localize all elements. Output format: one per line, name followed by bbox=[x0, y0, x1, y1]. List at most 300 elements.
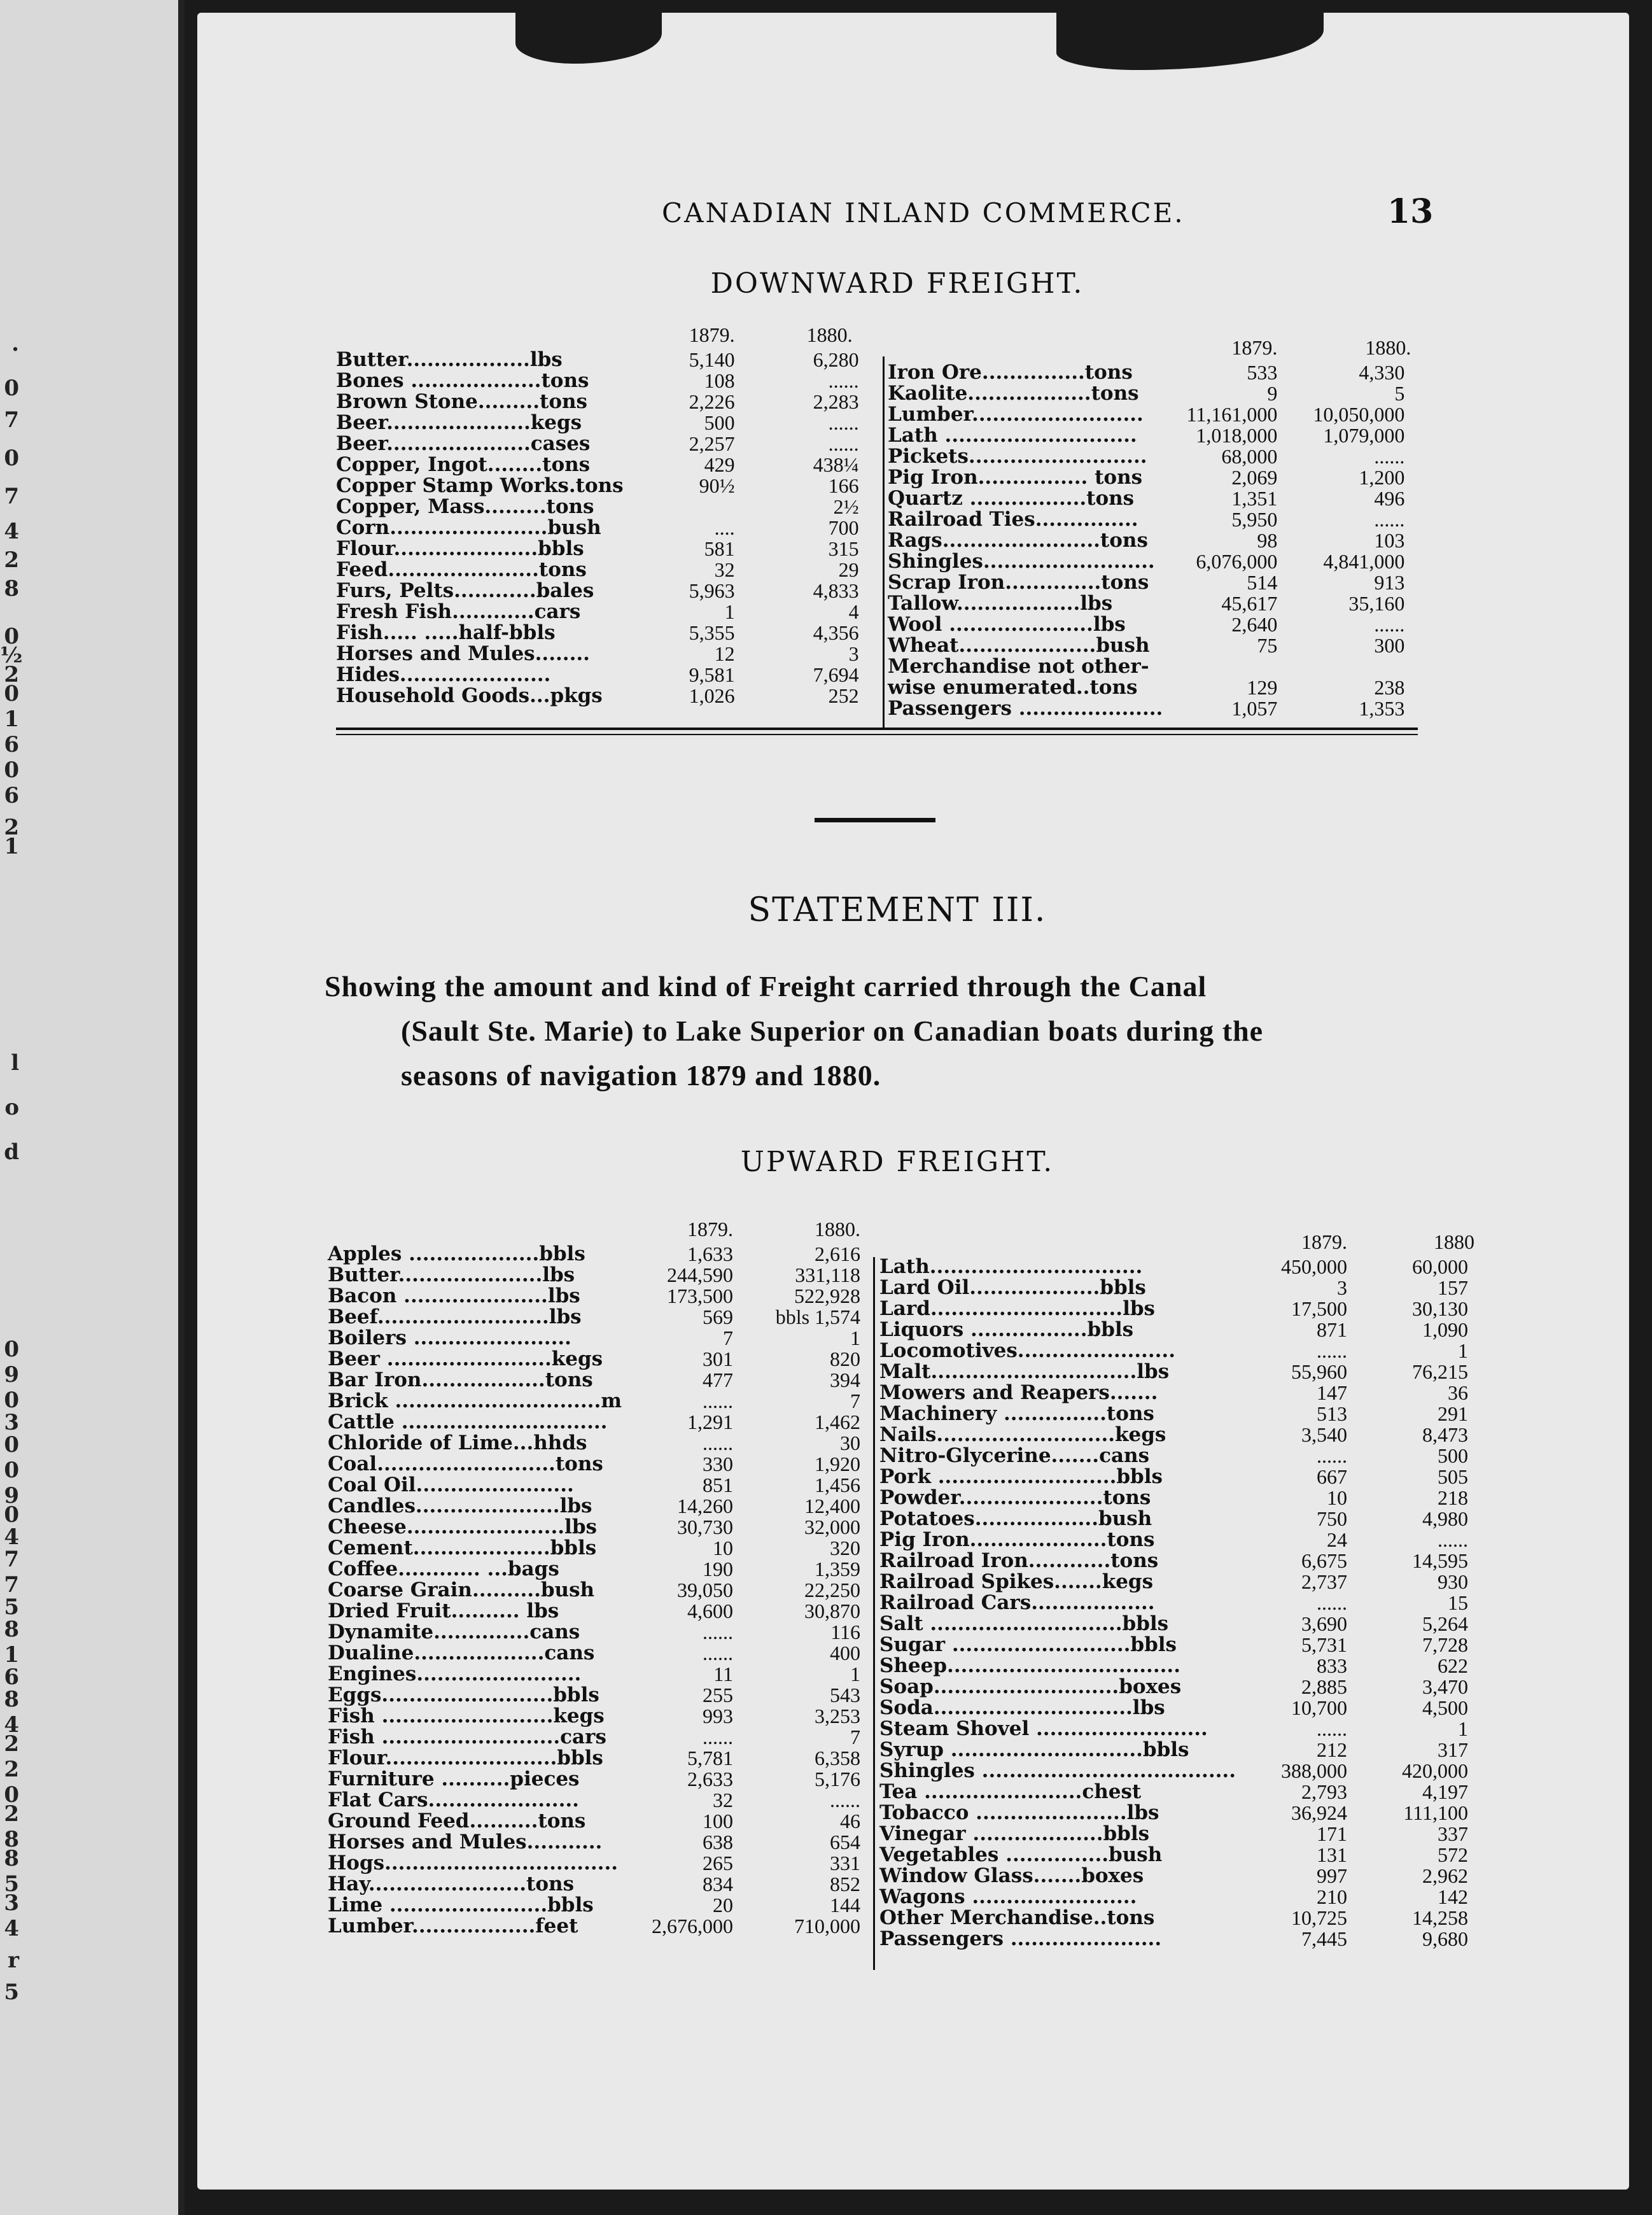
commodity-label: Soda.............................lbs bbox=[879, 1696, 1165, 1719]
fragment-char: 0 bbox=[4, 1458, 19, 1483]
value-1880: 14,595 bbox=[1411, 1549, 1468, 1572]
commodity-label: Syrup ............................bbls bbox=[879, 1738, 1189, 1761]
commodity-label: Beer.....................cases bbox=[336, 432, 591, 455]
value-1879: 11 bbox=[713, 1663, 734, 1685]
fragment-char: 8 bbox=[4, 1846, 19, 1871]
year-1879-header: 1879. bbox=[687, 1218, 734, 1241]
table-row bbox=[879, 1361, 1474, 1382]
table-row bbox=[336, 580, 865, 601]
commodity-label: Fish ..........................cars bbox=[328, 1726, 606, 1748]
value-1880: 2,616 bbox=[815, 1242, 861, 1265]
value-1880: 5,176 bbox=[815, 1768, 861, 1790]
commodity-label: Shingles ..................................... bbox=[879, 1759, 1236, 1782]
page-tear bbox=[515, 13, 662, 64]
value-1880: 420,000 bbox=[1401, 1759, 1468, 1782]
value-1879: 301 bbox=[703, 1347, 734, 1370]
value-1879: 569 bbox=[703, 1305, 734, 1328]
value-1879: 39,050 bbox=[677, 1579, 734, 1601]
value-1879: 9 bbox=[1267, 382, 1278, 405]
commodity-label: Lard............................lbs bbox=[879, 1297, 1155, 1320]
value-1879: 173,500 bbox=[667, 1284, 734, 1307]
table-row bbox=[879, 1635, 1474, 1656]
table-row bbox=[879, 1403, 1474, 1424]
value-1880: 157 bbox=[1437, 1276, 1468, 1299]
fragment-char: 3 bbox=[4, 1890, 19, 1916]
table-row bbox=[328, 1685, 867, 1706]
table-row bbox=[328, 1622, 867, 1643]
downward-freight-table-left bbox=[336, 325, 865, 707]
commodity-label: Dualine...................cans bbox=[328, 1642, 595, 1664]
commodity-label: Mowers and Reapers....... bbox=[879, 1381, 1158, 1404]
table-row bbox=[336, 391, 865, 412]
commodity-label: Feed......................tons bbox=[336, 558, 587, 581]
value-1880: 7 bbox=[850, 1389, 861, 1412]
commodity-label: Butter..................lbs bbox=[336, 348, 563, 371]
table-row bbox=[879, 1340, 1474, 1361]
year-1879-header: 1879. bbox=[689, 323, 735, 346]
commodity-label: Pig Iron................ tons bbox=[888, 466, 1143, 489]
value-1879: 6,675 bbox=[1301, 1549, 1347, 1572]
value-1880: 7,694 bbox=[813, 663, 859, 686]
commodity-label: Lath............................... bbox=[879, 1255, 1143, 1278]
value-1880: 238 bbox=[1374, 676, 1405, 699]
value-1879: 98 bbox=[1257, 529, 1278, 552]
fragment-char: 0 bbox=[4, 1337, 19, 1362]
table-row bbox=[888, 383, 1411, 404]
value-1879: 17,500 bbox=[1291, 1297, 1347, 1320]
page-number: 13 bbox=[1387, 192, 1434, 231]
commodity-label: Lime .......................bbls bbox=[328, 1894, 594, 1916]
value-1880: 6,358 bbox=[815, 1747, 861, 1769]
commodity-label: Wagons ........................ bbox=[879, 1885, 1137, 1908]
value-1879: 212 bbox=[1316, 1738, 1347, 1761]
downward-freight-table-right bbox=[888, 337, 1411, 719]
value-1879: ...... bbox=[1316, 1339, 1347, 1362]
commodity-label: Coal Oil....................... bbox=[328, 1473, 574, 1496]
value-1879: 5,355 bbox=[689, 621, 735, 644]
fragment-char: 0 bbox=[4, 376, 19, 401]
value-1879: 12 bbox=[714, 642, 735, 665]
value-1879: 500 bbox=[704, 411, 735, 434]
commodity-label: Lath ............................ bbox=[888, 424, 1137, 447]
value-1880: 3 bbox=[848, 642, 859, 665]
value-1880: 60,000 bbox=[1411, 1255, 1468, 1278]
value-1880: 572 bbox=[1437, 1843, 1468, 1866]
value-1880: 4,841,000 bbox=[1323, 550, 1405, 573]
fragment-char: 0 bbox=[4, 624, 19, 649]
value-1880: 930 bbox=[1437, 1570, 1468, 1593]
table-row bbox=[328, 1601, 867, 1622]
value-1880: bbls 1,574 bbox=[775, 1305, 861, 1328]
value-1880: 5,264 bbox=[1422, 1612, 1468, 1635]
fragment-char: 0 bbox=[4, 681, 19, 707]
value-1879: 244,590 bbox=[667, 1263, 734, 1286]
fragment-char: 4 bbox=[4, 1712, 19, 1738]
value-1880: 1,200 bbox=[1359, 466, 1405, 489]
value-1880: ...... bbox=[830, 1789, 861, 1811]
value-1879: 11,161,000 bbox=[1186, 403, 1278, 426]
value-1879 bbox=[624, 496, 735, 517]
commodity-label: Hogs.................................. bbox=[328, 1852, 619, 1874]
fragment-char: 1 bbox=[4, 1642, 19, 1668]
table-row bbox=[888, 614, 1411, 635]
page-tear bbox=[1056, 13, 1324, 70]
commodity-label: Shingles......................... bbox=[888, 550, 1155, 573]
column-divider bbox=[883, 356, 885, 729]
table-row bbox=[879, 1761, 1474, 1782]
commodity-label: Sheep.................................. bbox=[879, 1654, 1180, 1677]
table-row bbox=[328, 1811, 867, 1832]
table-row bbox=[879, 1529, 1474, 1550]
commodity-label: Coarse Grain..........bush bbox=[328, 1579, 595, 1601]
table-row bbox=[879, 1824, 1474, 1845]
value-1880: ...... bbox=[1374, 445, 1405, 468]
value-1880: 30 bbox=[840, 1431, 861, 1454]
commodity-label: Machinery ...............tons bbox=[879, 1402, 1154, 1425]
value-1880: 1,359 bbox=[815, 1558, 861, 1580]
fragment-char: 2 bbox=[4, 1731, 19, 1757]
value-1880: 4,833 bbox=[813, 579, 859, 602]
commodity-label: Locomotives....................... bbox=[879, 1339, 1176, 1362]
commodity-label: Hides...................... bbox=[336, 663, 551, 686]
commodity-label: Cement....................bbls bbox=[328, 1536, 597, 1559]
value-1880: 35,160 bbox=[1348, 592, 1405, 615]
table-row bbox=[888, 551, 1411, 572]
upward-freight-table-right bbox=[879, 1232, 1474, 1950]
value-1879: ...... bbox=[1316, 1444, 1347, 1467]
commodity-label: Candles.....................lbs bbox=[328, 1494, 592, 1517]
table-row bbox=[328, 1664, 867, 1685]
table-row bbox=[879, 1866, 1474, 1887]
value-1879: ...... bbox=[703, 1726, 734, 1748]
commodity-label: Hay.......................tons bbox=[328, 1873, 575, 1895]
value-1879: 129 bbox=[1247, 676, 1278, 699]
value-1879: 2,793 bbox=[1301, 1780, 1347, 1803]
fragment-char: 0 bbox=[4, 446, 19, 471]
commodity-label: Flour.........................bbls bbox=[328, 1747, 603, 1769]
commodity-label: Eggs.........................bbls bbox=[328, 1684, 599, 1706]
value-1879: 2,257 bbox=[689, 432, 735, 455]
commodity-label: Boilers ....................... bbox=[328, 1326, 571, 1349]
fragment-char: 9 bbox=[4, 1362, 19, 1388]
value-1879: 1 bbox=[724, 600, 735, 623]
value-1880: 1,090 bbox=[1422, 1318, 1468, 1341]
value-1879: 10 bbox=[1326, 1486, 1347, 1509]
table-header-row bbox=[888, 337, 1411, 362]
commodity-label: Pickets.......................... bbox=[888, 445, 1147, 468]
value-1880: 400 bbox=[830, 1642, 861, 1664]
value-1880: 7,728 bbox=[1422, 1633, 1468, 1656]
value-1879: 667 bbox=[1316, 1465, 1347, 1488]
value-1879: 171 bbox=[1316, 1822, 1347, 1845]
value-1880: 30,870 bbox=[804, 1600, 861, 1622]
commodity-label: Railroad Ties............... bbox=[888, 508, 1138, 531]
value-1880: 8,473 bbox=[1422, 1423, 1468, 1446]
commodity-label: Flour.....................bbls bbox=[336, 537, 584, 560]
value-1879: ...... bbox=[703, 1431, 734, 1454]
running-head: CANADIAN INLAND COMMERCE. bbox=[662, 197, 1185, 229]
value-1879: 450,000 bbox=[1280, 1255, 1347, 1278]
commodity-label: Bacon .....................lbs bbox=[328, 1284, 580, 1307]
table-row bbox=[328, 1433, 867, 1454]
value-1880: 1 bbox=[850, 1663, 861, 1685]
value-1880: 710,000 bbox=[794, 1915, 861, 1937]
table-row bbox=[879, 1698, 1474, 1719]
table-row bbox=[879, 1782, 1474, 1803]
table-row bbox=[888, 488, 1411, 509]
commodity-label: Furs, Pelts............bales bbox=[336, 579, 594, 602]
commodity-label: Scrap Iron..............tons bbox=[888, 571, 1149, 594]
value-1879: 997 bbox=[1316, 1864, 1347, 1887]
value-1880: 2,283 bbox=[813, 390, 859, 413]
value-1880: 500 bbox=[1437, 1444, 1468, 1467]
table-row bbox=[328, 1286, 867, 1307]
fragment-char: 4 bbox=[4, 519, 19, 544]
commodity-label: Quartz .................tons bbox=[888, 487, 1135, 510]
value-1879: 90½ bbox=[699, 474, 735, 497]
value-1879: 2,069 bbox=[1231, 466, 1278, 489]
fragment-char: . bbox=[11, 331, 19, 356]
year-1880-header: 1880. bbox=[1365, 336, 1411, 359]
table-row bbox=[879, 1677, 1474, 1698]
value-1880: 76,215 bbox=[1411, 1360, 1468, 1383]
table-row bbox=[328, 1832, 867, 1853]
value-1880: 10,050,000 bbox=[1313, 403, 1405, 426]
value-1880: 543 bbox=[830, 1684, 861, 1706]
value-1879: 7,445 bbox=[1301, 1927, 1347, 1950]
value-1880: ...... bbox=[828, 432, 859, 455]
value-1880: ...... bbox=[1374, 508, 1405, 531]
table-row bbox=[888, 467, 1411, 488]
commodity-label: Engines........................ bbox=[328, 1663, 582, 1685]
commodity-label: Copper Stamp Works.tons bbox=[336, 474, 624, 497]
table-row bbox=[879, 1508, 1474, 1529]
table-row bbox=[328, 1895, 867, 1916]
commodity-label: Wheat....................bush bbox=[888, 634, 1150, 657]
commodity-label: Tea .......................chest bbox=[879, 1780, 1142, 1803]
value-1880: 9,680 bbox=[1422, 1927, 1468, 1950]
table-row bbox=[879, 1445, 1474, 1466]
fragment-char: 2 bbox=[4, 1757, 19, 1782]
value-1880: 3,253 bbox=[815, 1705, 861, 1727]
value-1879: 330 bbox=[703, 1452, 734, 1475]
commodity-label: Fish .........................kegs bbox=[328, 1705, 605, 1727]
fragment-char: 0 bbox=[4, 757, 19, 783]
commodity-label: Salt ............................bbls bbox=[879, 1612, 1169, 1635]
table-row bbox=[328, 1412, 867, 1433]
commodity-label: Kaolite..................tons bbox=[888, 382, 1139, 405]
value-1879: ...... bbox=[1316, 1591, 1347, 1614]
table-row bbox=[888, 425, 1411, 446]
value-1880: 14,258 bbox=[1411, 1906, 1468, 1929]
table-row bbox=[879, 1550, 1474, 1572]
table-row bbox=[328, 1349, 867, 1370]
value-1880: 144 bbox=[830, 1894, 861, 1916]
statement-description bbox=[325, 964, 1419, 1098]
commodity-label: Bar Iron..................tons bbox=[328, 1368, 593, 1391]
table-row bbox=[328, 1475, 867, 1496]
value-1879: .... bbox=[714, 516, 735, 539]
table-row bbox=[879, 1466, 1474, 1487]
commodity-label: Passengers ...................... bbox=[879, 1927, 1162, 1950]
table-row bbox=[336, 370, 865, 391]
fragment-char: 1 bbox=[4, 834, 19, 859]
value-1879: 131 bbox=[1316, 1843, 1347, 1866]
commodity-label: Railroad Spikes.......kegs bbox=[879, 1570, 1154, 1593]
commodity-label: Apples ...................bbls bbox=[328, 1242, 585, 1265]
value-1879: 108 bbox=[704, 369, 735, 392]
fragment-char: 6 bbox=[4, 783, 19, 808]
value-1879: 1,633 bbox=[687, 1242, 734, 1265]
fragment-char: 7 bbox=[4, 1572, 19, 1598]
commodity-label: Flat Cars...................... bbox=[328, 1789, 579, 1811]
value-1880: 4,197 bbox=[1422, 1780, 1468, 1803]
commodity-label: Brick ..............................m bbox=[328, 1389, 622, 1412]
value-1879: 1,291 bbox=[687, 1410, 734, 1433]
commodity-label: Vegetables ...............bush bbox=[879, 1843, 1163, 1866]
year-1879-header: 1879. bbox=[1231, 336, 1278, 359]
fragment-char: 2 bbox=[4, 1801, 19, 1827]
commodity-label: Coffee............ ...bags bbox=[328, 1558, 559, 1580]
table-row bbox=[336, 664, 865, 686]
fragment-char: 5 bbox=[4, 1979, 19, 2005]
commodity-label: Butter.....................lbs bbox=[328, 1263, 575, 1286]
table-row bbox=[336, 559, 865, 580]
table-row bbox=[879, 1572, 1474, 1593]
table-header-row bbox=[328, 1219, 867, 1244]
value-1879: 10,725 bbox=[1291, 1906, 1347, 1929]
column-divider bbox=[873, 1257, 875, 1970]
value-1879: 513 bbox=[1316, 1402, 1347, 1425]
value-1880: 438¼ bbox=[813, 453, 859, 476]
value-1879: 36,924 bbox=[1291, 1801, 1347, 1824]
commodity-label: Tobacco ......................lbs bbox=[879, 1801, 1159, 1824]
table-row bbox=[336, 454, 865, 475]
fragment-char: 2 bbox=[4, 662, 19, 687]
value-1879: 388,000 bbox=[1280, 1759, 1347, 1782]
commodity-label: Nitro-Glycerine.......cans bbox=[879, 1444, 1150, 1467]
downward-freight-title: DOWNWARD FREIGHT. bbox=[710, 267, 1084, 300]
table-row bbox=[879, 1845, 1474, 1866]
commodity-label: Liquors .................bbls bbox=[879, 1318, 1134, 1341]
value-1880: 1,079,000 bbox=[1323, 424, 1405, 447]
value-1879: ...... bbox=[703, 1389, 734, 1412]
commodity-label: Soap...........................boxes bbox=[879, 1675, 1182, 1698]
fragment-char: 2 bbox=[4, 815, 19, 840]
commodity-label: Window Glass.......boxes bbox=[879, 1864, 1144, 1887]
value-1880: ...... bbox=[1437, 1528, 1468, 1551]
commodity-label: Lumber......................... bbox=[888, 403, 1144, 426]
commodity-label: Malt..............................lbs bbox=[879, 1360, 1170, 1383]
commodity-label: Copper, Ingot........tons bbox=[336, 453, 591, 476]
value-1880: 1,456 bbox=[815, 1473, 861, 1496]
value-1880: 2½ bbox=[833, 495, 859, 518]
value-1879: 10 bbox=[713, 1536, 734, 1559]
value-1879: 477 bbox=[703, 1368, 734, 1391]
table-row bbox=[328, 1643, 867, 1664]
commodity-label: Nails..........................kegs bbox=[879, 1423, 1166, 1446]
value-1879: 834 bbox=[703, 1873, 734, 1895]
value-1880: 12,400 bbox=[804, 1494, 861, 1517]
table-row bbox=[328, 1580, 867, 1601]
value-1879: 1,057 bbox=[1231, 697, 1278, 720]
year-1880-header: 1880. bbox=[815, 1218, 861, 1241]
commodity-label: Furniture ..........pieces bbox=[328, 1768, 580, 1790]
value-1880: 29 bbox=[838, 558, 859, 581]
fragment-char: 0 bbox=[4, 1782, 19, 1808]
value-1880: ...... bbox=[828, 369, 859, 392]
value-1879: 32 bbox=[713, 1789, 734, 1811]
table-row bbox=[879, 1298, 1474, 1319]
value-1879: 14,260 bbox=[677, 1494, 734, 1517]
value-1880: 1,462 bbox=[815, 1410, 861, 1433]
table-row bbox=[888, 446, 1411, 467]
commodity-label: Railroad Iron............tons bbox=[879, 1549, 1159, 1572]
value-1879: 20 bbox=[713, 1894, 734, 1916]
value-1880: 116 bbox=[830, 1621, 861, 1643]
value-1879: 4,600 bbox=[687, 1600, 734, 1622]
commodity-label: Steam Shovel ......................... bbox=[879, 1717, 1208, 1740]
table-row bbox=[879, 1719, 1474, 1740]
table-row bbox=[328, 1391, 867, 1412]
value-1879: 210 bbox=[1316, 1885, 1347, 1908]
value-1879: 833 bbox=[1316, 1654, 1347, 1677]
table-row bbox=[879, 1929, 1474, 1950]
value-1880: 331,118 bbox=[795, 1263, 861, 1286]
table-row bbox=[888, 593, 1411, 614]
value-1880: 394 bbox=[830, 1368, 861, 1391]
value-1880: 1 bbox=[1457, 1339, 1468, 1362]
fragment-char: 7 bbox=[4, 484, 19, 509]
commodity-label: Dynamite..............cans bbox=[328, 1621, 580, 1643]
commodity-label: Horses and Mules........ bbox=[336, 642, 590, 665]
commodity-label: Bones ...................tons bbox=[336, 369, 589, 392]
value-1879: 190 bbox=[703, 1558, 734, 1580]
commodity-label: Corn.......................bush bbox=[336, 516, 601, 539]
table-row bbox=[328, 1706, 867, 1727]
value-1879: 9,581 bbox=[689, 663, 735, 686]
commodity-label: Beer ........................kegs bbox=[328, 1347, 603, 1370]
value-1879: 851 bbox=[703, 1473, 734, 1496]
commodity-label: Pig Iron....................tons bbox=[879, 1528, 1155, 1551]
commodity-label: Lard Oil...................bbls bbox=[879, 1276, 1146, 1299]
fragment-char: 8 bbox=[4, 1687, 19, 1712]
table-row bbox=[328, 1517, 867, 1538]
value-1880: 5 bbox=[1394, 382, 1405, 405]
fragment-char: 7 bbox=[4, 1547, 19, 1572]
value-1879: 75 bbox=[1257, 634, 1278, 657]
value-1879: 32 bbox=[714, 558, 735, 581]
value-1879: 5,950 bbox=[1231, 508, 1278, 531]
value-1880: 622 bbox=[1437, 1654, 1468, 1677]
fragment-char: 2 bbox=[4, 547, 19, 573]
table-row bbox=[328, 1874, 867, 1895]
statement-line: Showing the amount and kind of Freight carried through the Canal bbox=[325, 970, 1207, 1002]
value-1879: 871 bbox=[1316, 1318, 1347, 1341]
commodity-label: Wool .....................lbs bbox=[888, 613, 1126, 636]
value-1880: 218 bbox=[1437, 1486, 1468, 1509]
table-row bbox=[328, 1727, 867, 1748]
table-row bbox=[336, 622, 865, 643]
value-1880: 166 bbox=[828, 474, 859, 497]
value-1880: 4,980 bbox=[1422, 1507, 1468, 1530]
value-1880: 913 bbox=[1374, 571, 1405, 594]
table-row bbox=[328, 1307, 867, 1328]
fragment-char: 5 bbox=[4, 1871, 19, 1897]
table-row bbox=[328, 1769, 867, 1790]
fragment-char: 5 bbox=[4, 1594, 19, 1620]
value-1879: ...... bbox=[703, 1621, 734, 1643]
